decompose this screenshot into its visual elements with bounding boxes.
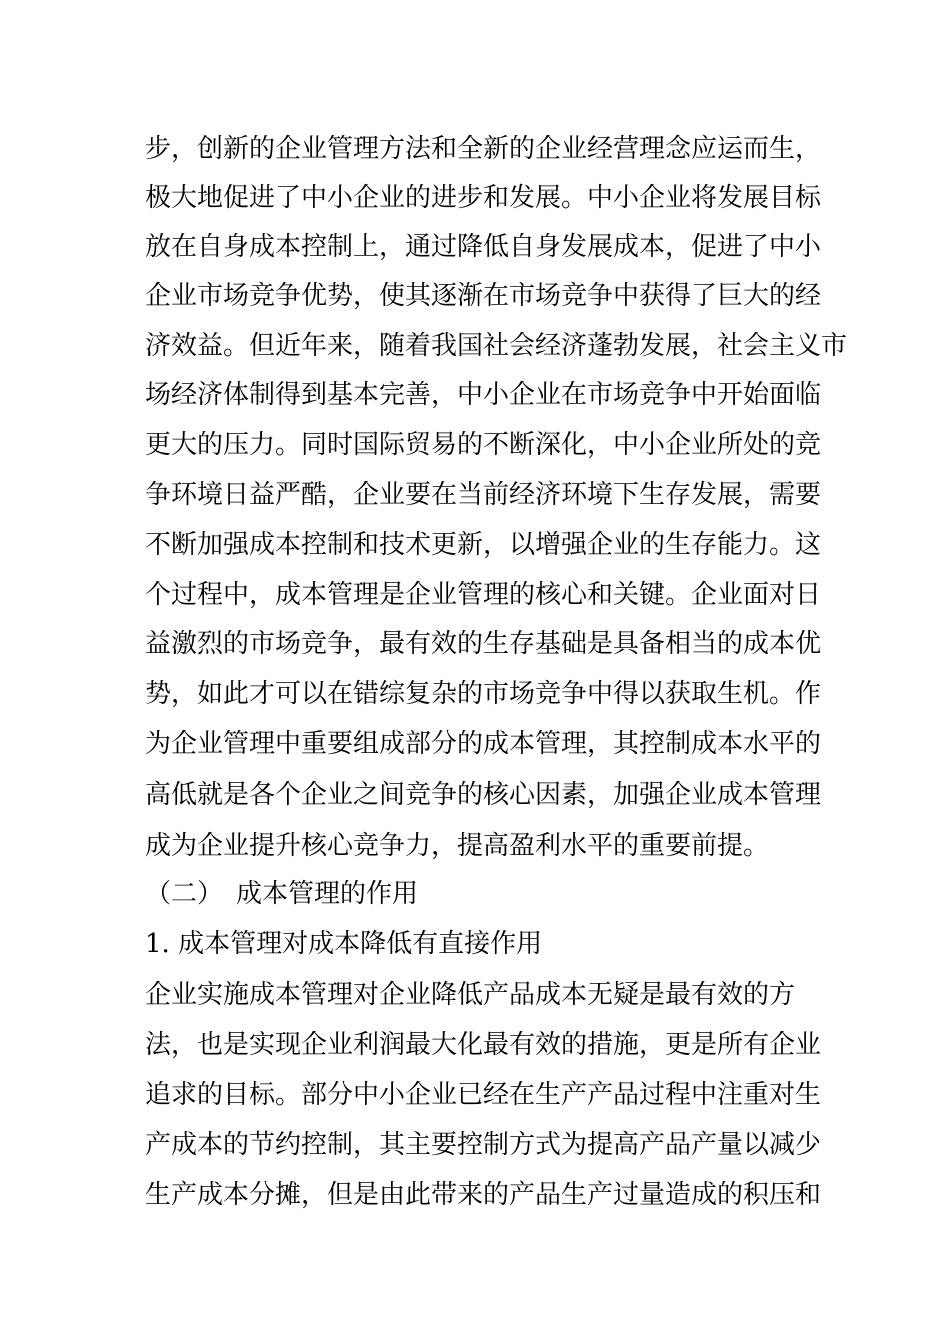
body-text-line: 高低就是各个企业之间竞争的核心因素，加强企业成本管理 (145, 780, 822, 810)
body-text-line: 成为企业提升核心竞争力，提高盈利水平的重要前提。 (145, 831, 770, 861)
body-text-line: 为企业管理中重要组成部分的成本管理，其控制成本水平的 (145, 729, 822, 759)
body-text-line: 企业实施成本管理对企业降低产品成本无疑是最有效的方 (145, 980, 796, 1010)
body-text-line: 个过程中，成本管理是企业管理的核心和关键。企业面对日 (145, 580, 822, 610)
body-text-line: 场经济体制得到基本完善，中小企业在市场竞争中开始面临 (145, 380, 822, 410)
body-text-line: 步，创新的企业管理方法和全新的企业经营理念应运而生， (145, 134, 822, 164)
body-text-line: 争环境日益严酷，企业要在当前经济环境下生存发展，需要 (145, 480, 822, 510)
body-text-line: 更大的压力。同时国际贸易的不断深化，中小企业所处的竞 (145, 430, 822, 460)
body-text-line: 不断加强成本控制和技术更新，以增强企业的生存能力。这 (145, 530, 822, 560)
body-text-line: 极大地促进了中小企业的进步和发展。中小企业将发展目标 (145, 183, 822, 213)
body-text-line: 产成本的节约控制，其主要控制方式为提高产品产量以减少 (145, 1130, 822, 1160)
body-text-line: 生产成本分摊，但是由此带来的产品生产过量造成的积压和 (145, 1180, 822, 1210)
body-text-line: 势，如此才可以在错综复杂的市场竞争中得以获取生机。作 (145, 679, 822, 709)
body-text-line: 追求的目标。部分中小企业已经在生产产品过程中注重对生 (145, 1080, 822, 1110)
section-heading: （二） 成本管理的作用 (145, 879, 419, 909)
subsection-heading: 1. 成本管理对成本降低有直接作用 (145, 929, 543, 959)
body-text-line: 企业市场竞争优势，使其逐渐在市场竞争中获得了巨大的经 (145, 281, 822, 311)
body-text-line: 益激烈的市场竞争，最有效的生存基础是具备相当的成本优 (145, 629, 822, 659)
body-text-line: 济效益。但近年来，随着我国社会经济蓬勃发展，社会主义市 (145, 331, 848, 361)
body-text-line: 放在自身成本控制上，通过降低自身发展成本，促进了中小 (145, 232, 822, 262)
body-text-line: 法，也是实现企业利润最大化最有效的措施，更是所有企业 (145, 1030, 822, 1060)
